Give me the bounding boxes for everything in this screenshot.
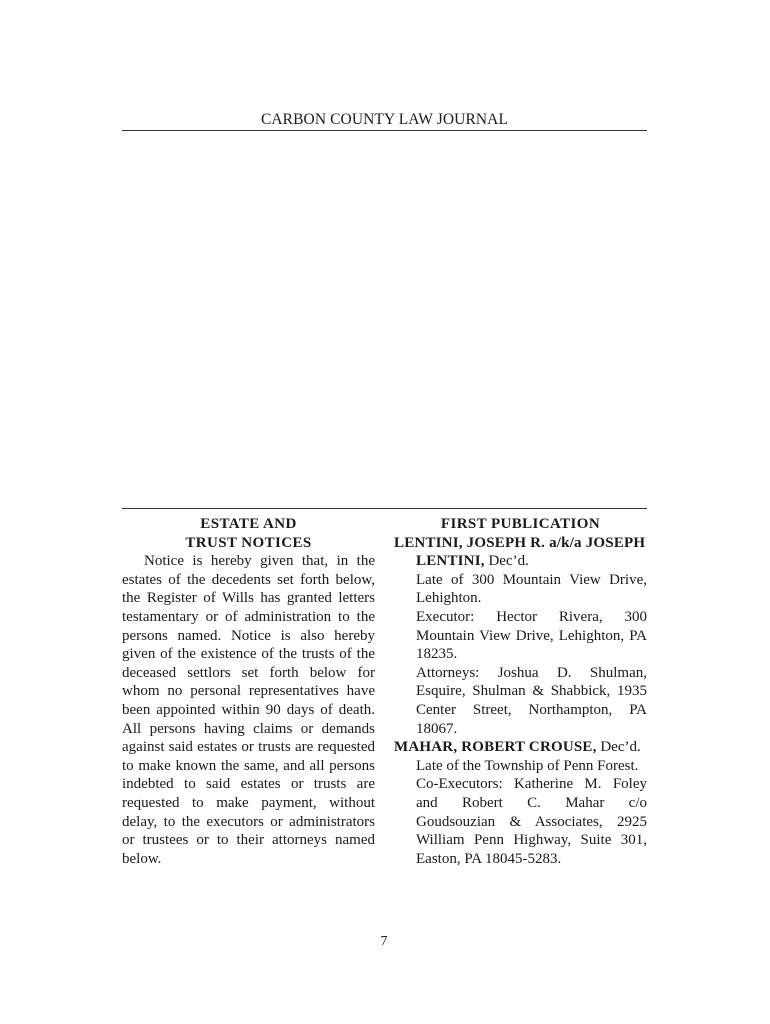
publication-heading: FIRST PUBLICATION: [440, 516, 601, 532]
decedent-suffix: Dec’d.: [484, 553, 529, 570]
header-rule: [122, 130, 647, 131]
decedent-name: [394, 738, 647, 757]
decedent-name: [394, 534, 647, 571]
estate-entry: [394, 738, 647, 868]
section-heading-line1: ESTATE AND: [200, 516, 297, 532]
right-column: [394, 515, 647, 868]
page-number: 7: [380, 934, 388, 949]
residence-line: Late of the Township of Penn Forest.: [416, 757, 639, 774]
attorneys-line: Attorneys: Joshua D. Shulman, Esquire, Shulman & Shabbick, 1935 Center Street, Northampton, PA 18067.: [416, 664, 647, 737]
decedent-name-bold: LENTINI, JOSEPH R. a/k/a JOSEPH LENTINI,: [394, 534, 646, 570]
notice-paragraph: Notice is hereby given that, in the estates of the decedents set forth below, the Register of Wills has granted letters testamentary or of administration to the persons named. Notice is also hereby given of the existence of the trusts of the deceased settlors set forth below for whom no personal representatives have been appointed within 90 days of death. All persons having claims or demands against said estates or trusts are requested to make known the same, and all persons indebted to said estates or trusts are requested to make payment, without delay, to the executors or administrators or trustees or to their attorneys named below.: [122, 553, 375, 867]
journal-title: CARBON COUNTY LAW JOURNAL: [260, 111, 509, 128]
section-rule: [122, 508, 647, 509]
executor-line: Co-Executors: Katherine M. Foley and Robert C. Mahar c/o Goudsouzian & Associates, 2925 William Penn Highway, Suite 301, Easton, PA 18045-5283.: [416, 776, 647, 867]
residence-line: Late of 300 Mountain View Drive, Lehighton.: [416, 571, 647, 607]
section-heading-line2: TRUST NOTICES: [185, 534, 312, 551]
decedent-name-bold: MAHAR, ROBERT CROUSE,: [394, 739, 597, 756]
left-column: [122, 515, 375, 868]
decedent-suffix: Dec’d.: [596, 739, 641, 756]
executor-line: Executor: Hector Rivera, 300 Mountain View Drive, Lehighton, PA 18235.: [416, 608, 647, 663]
estate-entry: [394, 534, 647, 739]
